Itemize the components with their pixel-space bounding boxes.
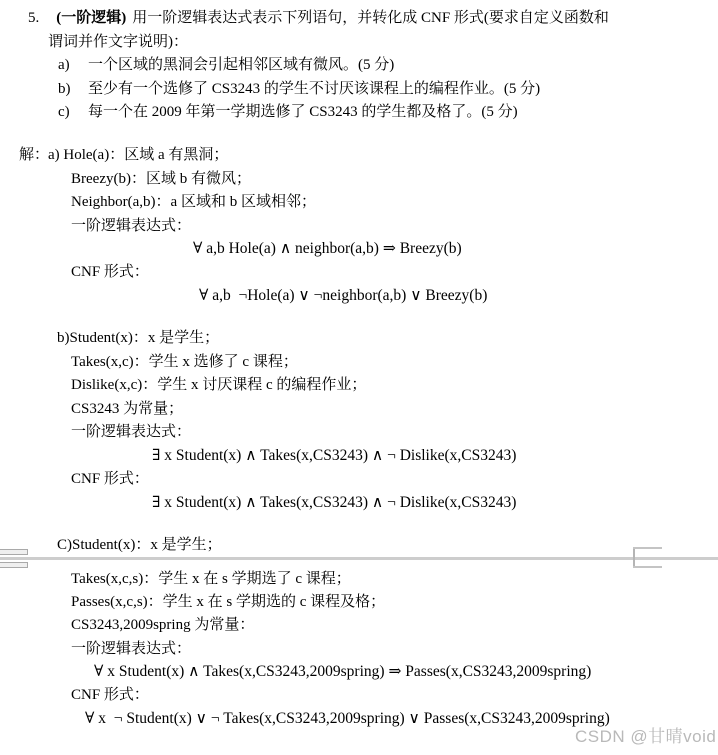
cnf-formula-c: ∀ x ¬ Student(x) ∨ ¬ Takes(x,CS3243,2009spring) ∨ Passes(x,CS3243,2009spring) — [85, 710, 610, 727]
solution-b-head: b)Student(x)：x 是学生； — [57, 330, 220, 346]
csdn-watermark: CSDN @甘晴void — [575, 727, 717, 746]
solution-c-head: C)Student(x)：x 是学生； — [57, 537, 222, 553]
problem-title-rest: 用一阶逻辑表达式表示下列语句，并转化成 CNF 形式(要求自定义函数和 — [132, 10, 609, 26]
cnf-label-c: CNF 形式： — [71, 687, 149, 703]
definition-takes-c: Takes(x,c,s)：学生 x 在 s 学期选了 c 课程； — [71, 571, 351, 587]
constant-declaration-b: CS3243 为常量； — [71, 401, 184, 417]
question-item-b-text: 至少有一个选修了 CS3243 的学生不讨厌该课程上的编程作业。(5 分) — [88, 81, 541, 97]
definition-passes: Passes(x,c,s)：学生 x 在 s 学期选的 c 课程及格； — [71, 594, 386, 610]
definition-breezy: Breezy(b)：区域 b 有微风； — [71, 171, 251, 187]
problem-title-bold: (一阶逻辑) — [56, 10, 127, 26]
cnf-formula-b: ∃ x Student(x) ∧ Takes(x,CS3243) ∧ ¬ Dislike(x,CS3243) — [152, 494, 517, 511]
page-break-left-icon — [0, 562, 28, 568]
solution-a-head-text: a) Hole(a)：区域 a 有黑洞； — [48, 147, 229, 163]
problem-number: 5. — [28, 10, 40, 26]
question-item-a-text: 一个区域的黑洞会引起相邻区域有微风。(5 分) — [88, 57, 395, 73]
cnf-formula-a: ∀ a,b ¬Hole(a) ∨ ¬neighbor(a,b) ∨ Breezy(b) — [199, 287, 488, 304]
problem-title-line2: 谓词并作文字说明)： — [48, 34, 188, 50]
page-break-right-icon — [633, 547, 662, 549]
page-break-left-icon — [0, 549, 28, 555]
question-item-c-text: 每一个在 2009 年第一学期选修了 CS3243 的学生都及格了。(5 分) — [88, 104, 518, 120]
definition-neighbor: Neighbor(a,b)：a 区域和 b 区域相邻； — [71, 194, 316, 210]
cnf-label-a: CNF 形式： — [71, 264, 149, 280]
fol-label-c: 一阶逻辑表达式： — [71, 641, 192, 657]
definition-takes-b: Takes(x,c)：学生 x 选修了 c 课程； — [71, 354, 298, 370]
solution-prefix: 解： — [19, 147, 50, 163]
page-break-divider — [0, 557, 718, 560]
fol-formula-c: ∀ x Student(x) ∧ Takes(x,CS3243,2009spring) ⇒ Passes(x,CS3243,2009spring) — [94, 663, 592, 680]
question-item-a-label: a) — [58, 57, 70, 73]
fol-label-a: 一阶逻辑表达式： — [71, 218, 192, 234]
fol-label-b: 一阶逻辑表达式： — [71, 424, 192, 440]
definition-dislike: Dislike(x,c)：学生 x 讨厌课程 c 的编程作业； — [71, 377, 367, 393]
problem-title-line — [28, 9, 609, 28]
question-item-a — [58, 56, 394, 75]
question-item-c-label: c) — [58, 104, 70, 120]
question-item-c — [58, 103, 518, 122]
fol-formula-a: ∀ a,b Hole(a) ∧ neighbor(a,b) ⇒ Breezy(b) — [193, 240, 462, 257]
fol-formula-b: ∃ x Student(x) ∧ Takes(x,CS3243) ∧ ¬ Dislike(x,CS3243) — [152, 447, 517, 464]
cnf-label-b: CNF 形式： — [71, 471, 149, 487]
page-break-right-icon — [633, 566, 662, 568]
solution-a-head — [19, 146, 228, 165]
page-break-right-icon — [633, 547, 635, 568]
constant-declaration-c: CS3243,2009spring 为常量： — [71, 617, 255, 633]
question-item-b-label: b) — [58, 81, 71, 97]
question-item-b — [58, 80, 540, 99]
